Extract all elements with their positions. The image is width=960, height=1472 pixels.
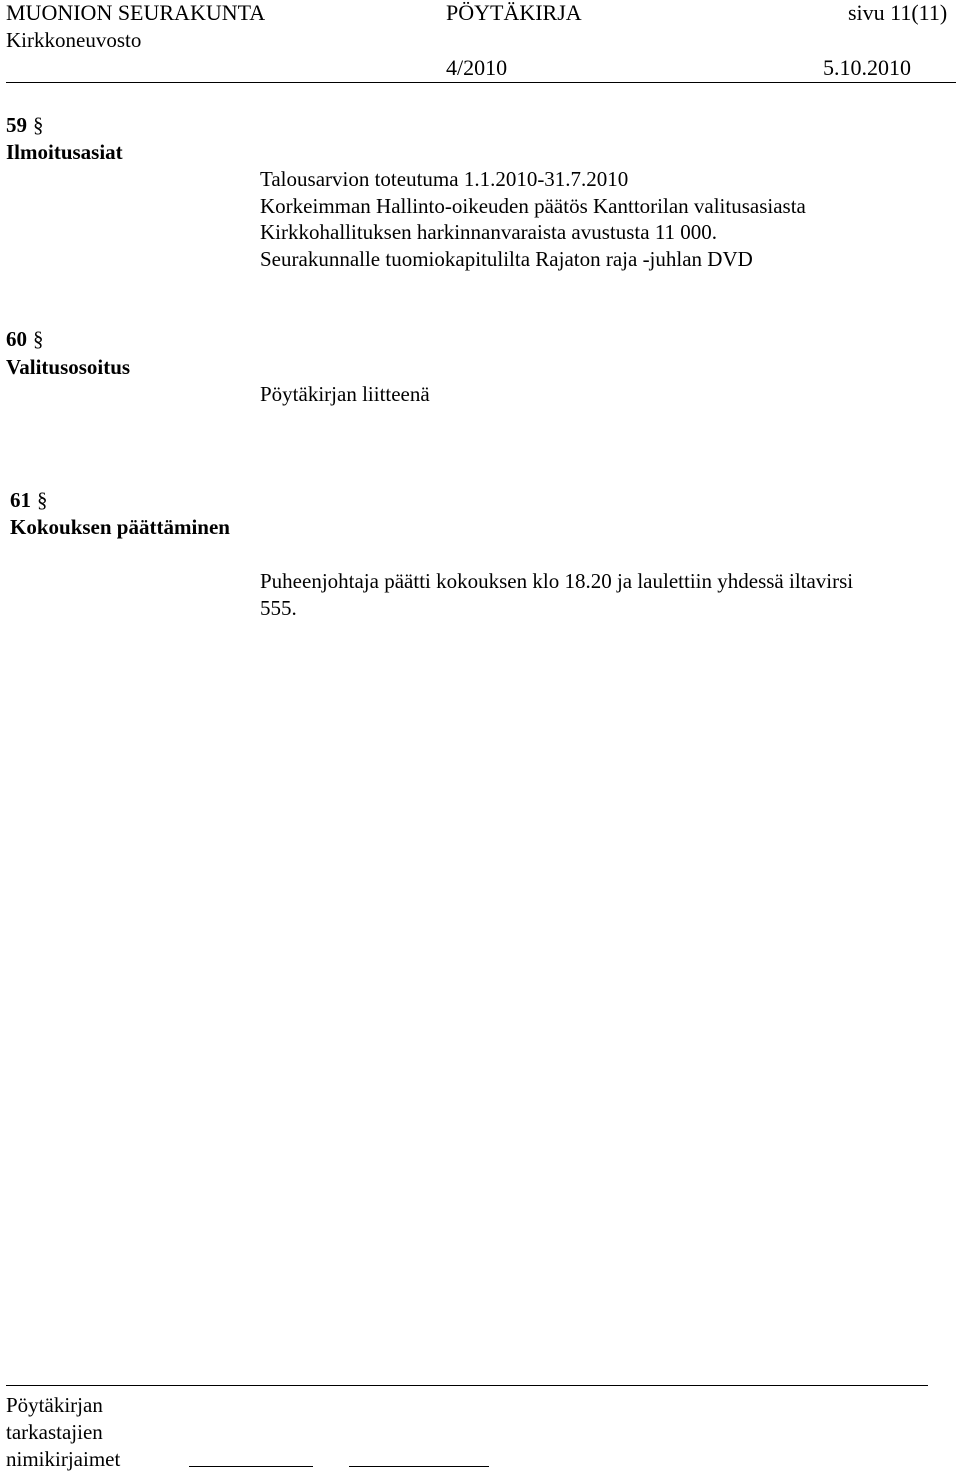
section-59-line: Talousarvion toteutuma 1.1.2010-31.7.2010	[260, 167, 629, 191]
section-60-line: Pöytäkirjan liitteenä	[260, 382, 430, 406]
footer-divider	[6, 1385, 928, 1386]
section-number: 59	[6, 113, 27, 137]
section-number: 60	[6, 327, 27, 351]
section-61-number	[10, 490, 48, 511]
initials-signature-line	[189, 1466, 313, 1467]
paragraph-sign-icon: §	[33, 327, 44, 351]
section-61-line: Puheenjohtaja päätti kokouksen klo 18.20 ja laulettiin yhdessä iltavirsi	[260, 569, 854, 593]
paragraph-sign-icon: §	[33, 113, 44, 137]
page-number: sivu 11(11)	[848, 0, 948, 25]
document-type: PÖYTÄKIRJA	[446, 0, 582, 25]
section-59-line: Seurakunnalle tuomiokapitulilta Rajaton raja -juhlan DVD	[260, 247, 753, 271]
paragraph-sign-icon: §	[37, 488, 48, 512]
section-59-line: Korkeimman Hallinto-oikeuden päätös Kanttorilan valitusasiasta	[260, 194, 806, 218]
section-60-title: Valitusosoitus	[6, 355, 131, 379]
section-59-line: Kirkkohallituksen harkinnanvaraista avustusta 11 000.	[260, 220, 718, 244]
footer-label-line: tarkastajien	[6, 1420, 103, 1444]
meeting-number: 4/2010	[446, 55, 508, 80]
footer-label-line: Pöytäkirjan	[6, 1393, 103, 1417]
section-61-line: 555.	[260, 596, 297, 620]
section-number: 61	[10, 488, 31, 512]
section-60-number	[6, 329, 44, 350]
section-61-title: Kokouksen päättäminen	[10, 515, 230, 539]
governing-body: Kirkkoneuvosto	[6, 28, 142, 52]
organization-name: MUONION SEURAKUNTA	[6, 0, 266, 25]
meeting-date: 5.10.2010	[823, 55, 911, 80]
header-divider	[6, 82, 956, 83]
section-59-number	[6, 115, 44, 136]
footer-label-line: nimikirjaimet	[6, 1447, 121, 1471]
initials-signature-line	[349, 1466, 489, 1467]
section-59-title: Ilmoitusasiat	[6, 140, 123, 164]
